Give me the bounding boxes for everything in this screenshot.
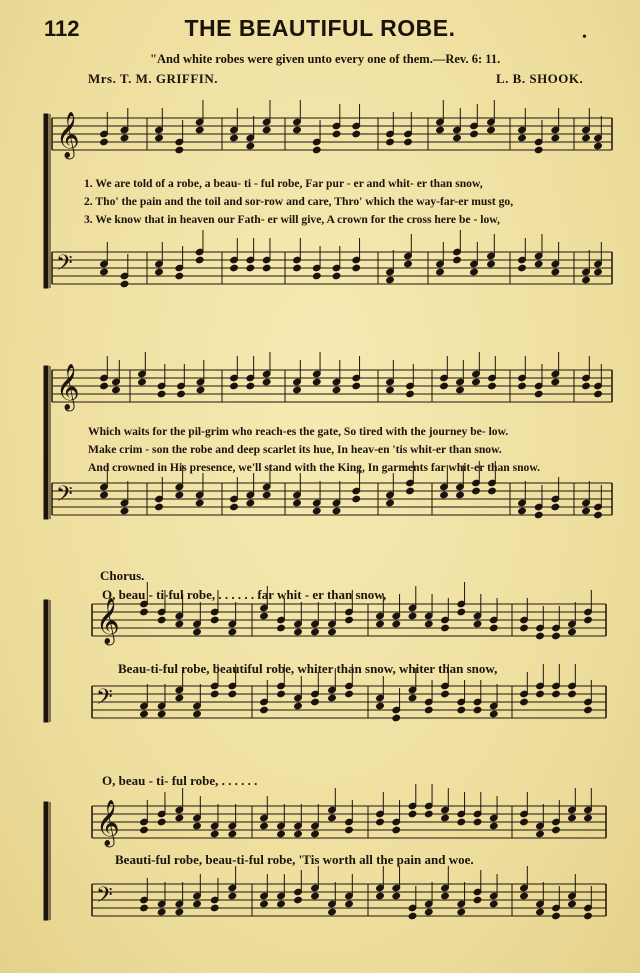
note-head: [312, 146, 321, 154]
note-head: [100, 491, 109, 499]
note-head: [456, 386, 465, 394]
note-head: [294, 628, 303, 636]
note-head: [536, 908, 545, 916]
note-head: [584, 616, 593, 624]
note-head: [424, 810, 433, 818]
note-head: [487, 126, 496, 134]
treble-clef: 𝄞: [96, 598, 120, 644]
note-head: [457, 608, 466, 616]
note-head: [551, 378, 560, 386]
note-head: [594, 511, 603, 519]
note-head: [345, 826, 354, 834]
bass-clef: 𝄢: [56, 251, 73, 281]
note-head: [488, 487, 497, 495]
scripture-reference: "And white robes were given unto every one of them.—Rev. 6: 11.: [150, 52, 501, 66]
note-head: [534, 260, 543, 268]
chorus-line-2-upper: O, beau - ti- ful robe, . . . . . .: [102, 773, 258, 788]
note-head: [552, 690, 561, 698]
note-head: [552, 632, 561, 640]
system-bracket: [44, 802, 48, 920]
note-head: [230, 503, 239, 511]
note-head: [534, 511, 543, 519]
note-head: [260, 612, 269, 620]
note-head: [472, 378, 481, 386]
note-head: [487, 260, 496, 268]
note-head: [311, 628, 320, 636]
note-head: [568, 814, 577, 822]
note-head: [518, 382, 527, 390]
note-head: [262, 126, 271, 134]
note-head: [228, 830, 237, 838]
note-head: [345, 616, 354, 624]
note-head: [470, 130, 479, 138]
note-head: [293, 126, 302, 134]
note-head: [230, 382, 239, 390]
note-head: [352, 382, 361, 390]
note-head: [408, 912, 417, 920]
system-bracket: [44, 114, 48, 288]
treble-clef: 𝄞: [56, 112, 80, 158]
note-head: [157, 710, 166, 718]
note-head: [328, 908, 337, 916]
note-head: [551, 503, 560, 511]
note-head: [489, 624, 498, 632]
note-head: [594, 268, 603, 276]
note-head: [293, 386, 302, 394]
hymn-title: THE BEAUTIFUL ROBE.: [184, 15, 456, 41]
note-head: [404, 138, 413, 146]
note-head: [408, 612, 417, 620]
note-head: [551, 134, 560, 142]
note-head: [195, 256, 204, 264]
note-head: [120, 134, 129, 142]
note-head: [392, 826, 401, 834]
note-head: [277, 690, 286, 698]
note-head: [518, 134, 527, 142]
note-head: [193, 900, 202, 908]
note-head: [352, 130, 361, 138]
note-head: [246, 382, 255, 390]
note-head: [277, 900, 286, 908]
note-head: [260, 900, 269, 908]
note-head: [457, 706, 466, 714]
note-head: [534, 146, 543, 154]
note-head: [294, 830, 303, 838]
note-head: [140, 710, 149, 718]
note-head: [100, 138, 109, 146]
verse-3-line-1: 3. We know that in heaven our Fath- er will give, A crown for the cross here be - low,: [84, 213, 500, 226]
verse-2-line-1: 2. Tho' the pain and the toil and sor-row and care, Thro' which the way-far-er must go,: [84, 195, 514, 208]
note-head: [210, 690, 219, 698]
note-head: [157, 616, 166, 624]
bass-clef: 𝄢: [96, 883, 113, 913]
note-head: [408, 810, 417, 818]
note-head: [536, 632, 545, 640]
lyricist-credit: Mrs. T. M. GRIFFIN.: [88, 71, 218, 86]
note-head: [386, 499, 395, 507]
note-head: [311, 830, 320, 838]
note-head: [406, 487, 415, 495]
note-head: [246, 142, 255, 150]
note-head: [582, 382, 591, 390]
note-head: [157, 818, 166, 826]
note-head: [262, 491, 271, 499]
note-head: [345, 690, 354, 698]
note-head: [210, 830, 219, 838]
composer-credit: L. B. SHOOK.: [496, 71, 584, 86]
note-head: [138, 378, 147, 386]
note-head: [120, 280, 129, 288]
note-head: [568, 628, 577, 636]
note-head: [520, 818, 529, 826]
note-head: [520, 624, 529, 632]
note-head: [293, 264, 302, 272]
note-head: [260, 822, 269, 830]
note-head: [552, 912, 561, 920]
note-head: [582, 134, 591, 142]
note-head: [473, 706, 482, 714]
note-head: [470, 268, 479, 276]
note-head: [408, 694, 417, 702]
note-head: [345, 900, 354, 908]
chorus-line-1-upper: O, beau - ti-ful robe, . . . . . . far whit - er than snow,: [102, 587, 387, 602]
corner-mark: •: [582, 30, 587, 45]
note-head: [386, 276, 395, 284]
note-head: [473, 620, 482, 628]
note-head: [312, 272, 321, 280]
note-head: [332, 130, 341, 138]
note-head: [228, 892, 237, 900]
note-head: [352, 495, 361, 503]
note-head: [260, 706, 269, 714]
note-head: [177, 390, 186, 398]
note-head: [328, 694, 337, 702]
note-head: [534, 390, 543, 398]
note-head: [582, 276, 591, 284]
note-head: [489, 822, 498, 830]
note-head: [140, 608, 149, 616]
note-head: [175, 272, 184, 280]
note-head: [594, 142, 603, 150]
note-head: [441, 690, 450, 698]
note-head: [155, 268, 164, 276]
note-head: [424, 706, 433, 714]
note-head: [175, 694, 184, 702]
verse-1-line-2: Which waits for the pil-grim who reach-es the gate, So tired with the journey be- low.: [88, 425, 509, 438]
note-head: [376, 818, 385, 826]
note-head: [312, 378, 321, 386]
verse-2-line-2: Make crim - son the robe and deep scarlet its hue, In heav-en 'tis whit-er than snow.: [88, 443, 502, 456]
note-head: [294, 702, 303, 710]
note-head: [473, 896, 482, 904]
note-head: [488, 382, 497, 390]
note-head: [195, 499, 204, 507]
note-head: [155, 503, 164, 511]
note-head: [376, 702, 385, 710]
chorus-line-1-lower: Beau-ti-ful robe, beautiful robe, whiter than snow, whiter than snow,: [118, 661, 498, 676]
note-head: [230, 134, 239, 142]
note-head: [376, 892, 385, 900]
note-head: [312, 507, 321, 515]
note-head: [584, 814, 593, 822]
note-head: [441, 814, 450, 822]
note-head: [277, 624, 286, 632]
note-head: [175, 620, 184, 628]
chorus-label: Chorus.: [100, 568, 145, 583]
note-head: [472, 487, 481, 495]
note-head: [311, 892, 320, 900]
verse-1-line-1: 1. We are told of a robe, a beau- ti - ful robe, Far pur - er and whit- er than snow,: [84, 177, 483, 190]
note-head: [140, 904, 149, 912]
note-head: [440, 382, 449, 390]
chorus-line-2-lower: Beauti-ful robe, beau-ti-ful robe, 'Tis worth all the pain and woe.: [115, 852, 474, 867]
note-head: [262, 264, 271, 272]
note-head: [386, 386, 395, 394]
note-head: [155, 134, 164, 142]
note-head: [100, 268, 109, 276]
note-head: [520, 698, 529, 706]
note-head: [552, 826, 561, 834]
note-head: [352, 264, 361, 272]
note-head: [453, 134, 462, 142]
note-head: [157, 390, 166, 398]
note-head: [568, 690, 577, 698]
note-head: [210, 904, 219, 912]
note-head: [424, 908, 433, 916]
note-head: [456, 491, 465, 499]
note-head: [196, 386, 205, 394]
note-head: [157, 908, 166, 916]
note-head: [112, 386, 121, 394]
note-head: [440, 491, 449, 499]
note-head: [584, 912, 593, 920]
note-head: [424, 620, 433, 628]
note-head: [332, 272, 341, 280]
note-head: [536, 830, 545, 838]
bass-clef: 𝄢: [96, 685, 113, 715]
note-head: [332, 386, 341, 394]
page-number: 112: [44, 16, 80, 41]
note-head: [175, 908, 184, 916]
note-head: [404, 260, 413, 268]
note-head: [175, 491, 184, 499]
note-head: [328, 628, 337, 636]
note-head: [230, 264, 239, 272]
treble-clef: 𝄞: [56, 364, 80, 410]
note-head: [332, 507, 341, 515]
note-head: [376, 620, 385, 628]
note-head: [277, 830, 286, 838]
note-head: [246, 499, 255, 507]
bass-clef: 𝄢: [56, 482, 73, 512]
note-head: [551, 268, 560, 276]
note-head: [536, 690, 545, 698]
note-head: [193, 710, 202, 718]
verse-3-line-2: And crowned in His presence, we'll stand with the King, In garments far whit-er than snow.: [88, 461, 540, 474]
note-head: [518, 264, 527, 272]
note-head: [457, 908, 466, 916]
note-head: [386, 138, 395, 146]
note-head: [175, 146, 184, 154]
note-head: [453, 256, 462, 264]
note-head: [294, 896, 303, 904]
note-head: [328, 814, 337, 822]
note-head: [441, 892, 450, 900]
note-head: [100, 382, 109, 390]
note-head: [436, 126, 445, 134]
system-bracket: [44, 600, 48, 722]
note-head: [520, 892, 529, 900]
note-head: [568, 900, 577, 908]
note-head: [140, 826, 149, 834]
note-head: [436, 268, 445, 276]
note-head: [489, 710, 498, 718]
note-head: [293, 499, 302, 507]
note-head: [392, 620, 401, 628]
note-head: [441, 624, 450, 632]
note-head: [457, 818, 466, 826]
note-head: [193, 628, 202, 636]
note-head: [210, 616, 219, 624]
note-head: [195, 126, 204, 134]
system-bracket: [44, 366, 48, 519]
note-head: [392, 892, 401, 900]
note-head: [406, 390, 415, 398]
note-head: [262, 378, 271, 386]
note-head: [473, 818, 482, 826]
note-head: [246, 264, 255, 272]
note-head: [311, 698, 320, 706]
note-head: [392, 714, 401, 722]
note-head: [193, 822, 202, 830]
note-head: [518, 507, 527, 515]
treble-clef: 𝄞: [96, 800, 120, 846]
note-head: [582, 507, 591, 515]
note-head: [175, 814, 184, 822]
note-head: [228, 628, 237, 636]
note-head: [228, 690, 237, 698]
note-head: [594, 390, 603, 398]
note-head: [489, 900, 498, 908]
note-head: [584, 706, 593, 714]
note-head: [120, 507, 129, 515]
